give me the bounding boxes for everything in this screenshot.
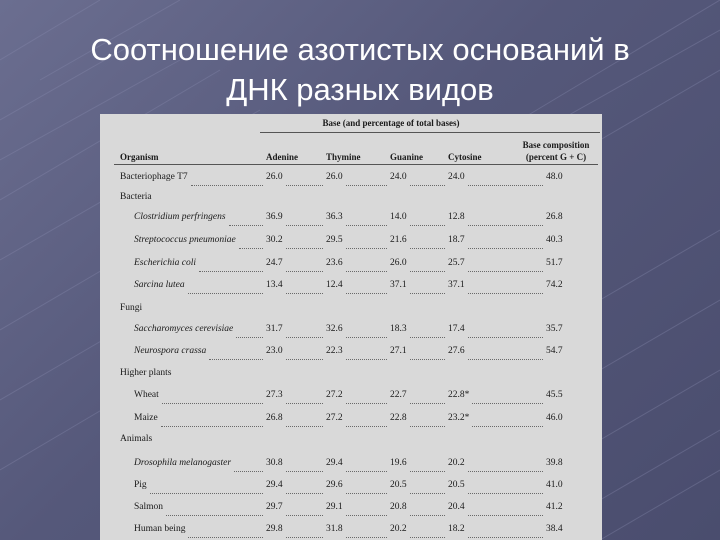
gc-value: 39.8 (546, 458, 563, 468)
dotted-leader (162, 403, 263, 404)
organism-name: Wheat (134, 390, 159, 400)
guanine-value: 18.3 (390, 324, 407, 334)
dotted-leader (346, 426, 387, 427)
guanine-value: 22.7 (390, 390, 407, 400)
organism-name: Pig (134, 480, 147, 490)
adenine-value: 36.9 (266, 212, 283, 222)
gc-value: 45.5 (546, 390, 563, 400)
organism-name: Maize (134, 413, 158, 423)
dotted-leader (468, 515, 543, 516)
dotted-leader (410, 337, 445, 338)
organism-name: Neurospora crassa (134, 346, 207, 356)
dotted-leader (468, 337, 543, 338)
adenine-value: 23.0 (266, 346, 283, 356)
slide-title-line1: Соотношение азотистых оснований в (90, 32, 630, 67)
dotted-leader (410, 493, 445, 494)
dotted-leader (410, 248, 445, 249)
dotted-leader (346, 248, 387, 249)
dotted-leader (209, 359, 263, 360)
col-composition-line1: Base composition (522, 140, 590, 150)
organism-name: Salmon (134, 502, 164, 512)
gc-value: 46.0 (546, 413, 563, 423)
gc-value: 41.0 (546, 480, 563, 490)
category-row (100, 303, 602, 325)
cytosine-value: 24.0 (448, 172, 465, 182)
cytosine-value: 18.2 (448, 524, 465, 534)
cytosine-value: 23.2* (448, 413, 470, 423)
dotted-leader (410, 471, 445, 472)
thymine-value: 12.4 (326, 280, 343, 290)
thymine-value: 27.2 (326, 413, 343, 423)
cytosine-value: 18.7 (448, 235, 465, 245)
col-organism: Organism (120, 152, 159, 162)
thymine-value: 26.0 (326, 172, 343, 182)
adenine-value: 29.4 (266, 480, 283, 490)
category-row (100, 368, 602, 390)
organism-name: Bacteriophage T7 (120, 172, 188, 182)
category-label: Fungi (120, 303, 143, 313)
cytosine-value: 20.2 (448, 458, 465, 468)
dotted-leader (346, 359, 387, 360)
adenine-value: 29.7 (266, 502, 283, 512)
organism-name: Saccharomyces cerevisiae (134, 324, 234, 334)
dotted-leader (410, 359, 445, 360)
gc-value: 40.3 (546, 235, 563, 245)
guanine-value: 24.0 (390, 172, 407, 182)
dotted-leader (468, 271, 543, 272)
dotted-leader (410, 225, 445, 226)
col-adenine: Adenine (266, 152, 299, 162)
dotted-leader (286, 225, 323, 226)
dotted-leader (286, 515, 323, 516)
dotted-leader (346, 337, 387, 338)
dotted-leader (346, 403, 387, 404)
table-row (100, 480, 602, 502)
table-row (100, 324, 602, 346)
category-row (100, 192, 602, 214)
dotted-leader (346, 471, 387, 472)
table-row (100, 258, 602, 280)
header-rule (114, 164, 598, 165)
dotted-leader (286, 293, 323, 294)
dotted-leader (229, 225, 263, 226)
dotted-leader (286, 471, 323, 472)
organism-name: Human being (134, 524, 186, 534)
thymine-value: 29.1 (326, 502, 343, 512)
thymine-value: 36.3 (326, 212, 343, 222)
adenine-value: 27.3 (266, 390, 283, 400)
dotted-leader (472, 403, 543, 404)
dotted-leader (346, 515, 387, 516)
guanine-value: 19.6 (390, 458, 407, 468)
adenine-value: 26.0 (266, 172, 283, 182)
table-row (100, 212, 602, 234)
table-row (100, 235, 602, 257)
category-label: Animals (120, 434, 153, 444)
organism-name: Clostridium perfringens (134, 212, 226, 222)
adenine-value: 13.4 (266, 280, 283, 290)
dotted-leader (286, 271, 323, 272)
slide-title-line2: ДНК разных видов (226, 72, 494, 107)
table-row (100, 390, 602, 412)
cytosine-value: 22.8* (448, 390, 470, 400)
category-label: Higher plants (120, 368, 172, 378)
dotted-leader (161, 426, 263, 427)
gc-value: 51.7 (546, 258, 563, 268)
thymine-value: 32.6 (326, 324, 343, 334)
cytosine-value: 17.4 (448, 324, 465, 334)
dotted-leader (199, 271, 263, 272)
dotted-leader (286, 248, 323, 249)
gc-value: 38.4 (546, 524, 563, 534)
thymine-value: 22.3 (326, 346, 343, 356)
dotted-leader (188, 537, 263, 538)
guanine-value: 21.6 (390, 235, 407, 245)
dotted-leader (410, 271, 445, 272)
guanine-value: 20.5 (390, 480, 407, 490)
cytosine-value: 25.7 (448, 258, 465, 268)
thymine-value: 27.2 (326, 390, 343, 400)
adenine-value: 31.7 (266, 324, 283, 334)
dotted-leader (468, 493, 543, 494)
thymine-value: 31.8 (326, 524, 343, 534)
dotted-leader (286, 537, 323, 538)
adenine-value: 30.2 (266, 235, 283, 245)
dotted-leader (346, 537, 387, 538)
table-row (100, 524, 602, 540)
dotted-leader (468, 225, 543, 226)
dotted-leader (346, 271, 387, 272)
col-composition-line2: (percent G + C) (525, 152, 587, 162)
dotted-leader (150, 493, 263, 494)
dotted-leader (234, 471, 263, 472)
dotted-leader (410, 537, 445, 538)
thymine-value: 29.6 (326, 480, 343, 490)
adenine-value: 26.8 (266, 413, 283, 423)
table-row (100, 172, 602, 194)
dotted-leader (472, 426, 543, 427)
adenine-value: 29.8 (266, 524, 283, 534)
cytosine-value: 27.6 (448, 346, 465, 356)
dotted-leader (410, 293, 445, 294)
dotted-leader (286, 185, 323, 186)
dotted-leader (286, 403, 323, 404)
dotted-leader (239, 248, 263, 249)
thymine-value: 23.6 (326, 258, 343, 268)
guanine-value: 20.8 (390, 502, 407, 512)
dotted-leader (410, 426, 445, 427)
dotted-leader (346, 293, 387, 294)
thymine-value: 29.5 (326, 235, 343, 245)
table-row (100, 502, 602, 524)
dotted-leader (468, 248, 543, 249)
dotted-leader (188, 293, 263, 294)
table-row (100, 280, 602, 302)
base-composition-table (100, 114, 602, 540)
gc-value: 74.2 (546, 280, 563, 290)
dotted-leader (286, 337, 323, 338)
guanine-value: 26.0 (390, 258, 407, 268)
table-row (100, 346, 602, 368)
group-header-rule (260, 132, 600, 133)
dotted-leader (410, 185, 445, 186)
cytosine-value: 20.5 (448, 480, 465, 490)
adenine-value: 24.7 (266, 258, 283, 268)
organism-name: Escherichia coli (134, 258, 196, 268)
adenine-value: 30.8 (266, 458, 283, 468)
cytosine-value: 20.4 (448, 502, 465, 512)
thymine-value: 29.4 (326, 458, 343, 468)
dotted-leader (166, 515, 263, 516)
guanine-value: 37.1 (390, 280, 407, 290)
dotted-leader (191, 185, 263, 186)
slide-title (0, 30, 720, 110)
gc-value: 26.8 (546, 212, 563, 222)
organism-name: Streptococcus pneumoniae (134, 235, 236, 245)
dotted-leader (236, 337, 263, 338)
dotted-leader (468, 537, 543, 538)
guanine-value: 14.0 (390, 212, 407, 222)
dotted-leader (468, 471, 543, 472)
guanine-value: 27.1 (390, 346, 407, 356)
guanine-value: 22.8 (390, 413, 407, 423)
dotted-leader (286, 493, 323, 494)
organism-name: Sarcina lutea (134, 280, 185, 290)
dotted-leader (468, 359, 543, 360)
category-row (100, 434, 602, 456)
table-row (100, 413, 602, 435)
guanine-value: 20.2 (390, 524, 407, 534)
gc-value: 48.0 (546, 172, 563, 182)
cytosine-value: 12.8 (448, 212, 465, 222)
dotted-leader (410, 403, 445, 404)
dotted-leader (468, 293, 543, 294)
dotted-leader (346, 225, 387, 226)
dotted-leader (468, 185, 543, 186)
table-row (100, 458, 602, 480)
col-guanine: Guanine (390, 152, 424, 162)
dotted-leader (346, 493, 387, 494)
dotted-leader (286, 359, 323, 360)
col-thymine: Thymine (326, 152, 361, 162)
organism-name: Drosophila melanogaster (134, 458, 232, 468)
dotted-leader (346, 185, 387, 186)
gc-value: 35.7 (546, 324, 563, 334)
group-header: Base (and percentage of total bases) (322, 118, 460, 128)
dotted-leader (286, 426, 323, 427)
gc-value: 54.7 (546, 346, 563, 356)
cytosine-value: 37.1 (448, 280, 465, 290)
category-label: Bacteria (120, 192, 152, 202)
col-cytosine: Cytosine (448, 152, 482, 162)
dotted-leader (410, 515, 445, 516)
gc-value: 41.2 (546, 502, 563, 512)
